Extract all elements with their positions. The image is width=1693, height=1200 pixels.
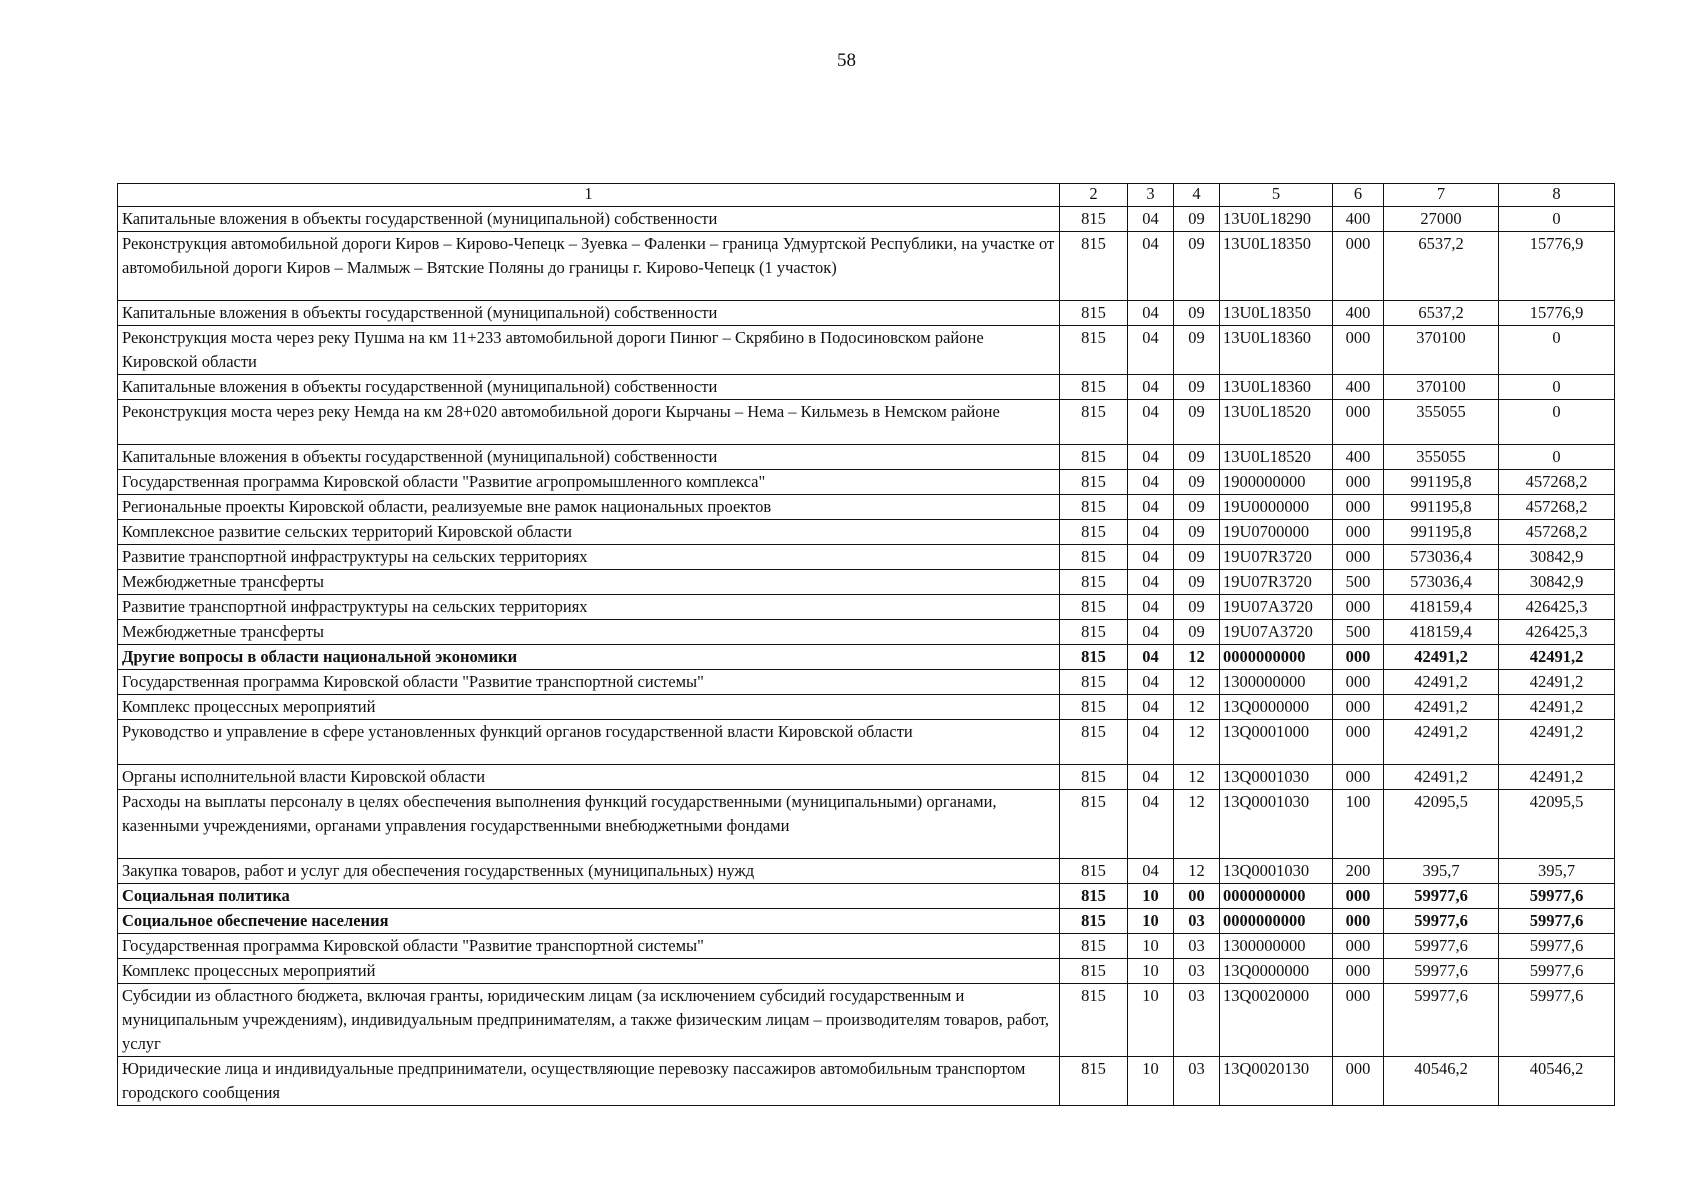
row-amount-year-1: 418159,4 — [1384, 620, 1499, 645]
row-expense-type: 000 — [1333, 595, 1384, 620]
row-section-code: 04 — [1128, 445, 1174, 470]
row-ministry-code: 815 — [1060, 934, 1128, 959]
row-name: Реконструкция моста через реку Пушма на км 11+233 автомобильной дороги Пинюг – Скрябино в Подосиновском районе Кировской области — [118, 326, 1060, 375]
row-amount-year-1: 370100 — [1384, 375, 1499, 400]
row-expense-type: 000 — [1333, 934, 1384, 959]
row-name: Капитальные вложения в объекты государственной (муниципальной) собственности — [118, 207, 1060, 232]
row-name: Руководство и управление в сфере установленных функций органов государственной власти Кировской области — [118, 720, 1060, 765]
row-amount-year-2: 42491,2 — [1499, 765, 1615, 790]
row-subsection-code: 09 — [1174, 445, 1220, 470]
row-subsection-code: 03 — [1174, 934, 1220, 959]
row-subsection-code: 09 — [1174, 595, 1220, 620]
row-name: Субсидии из областного бюджета, включая гранты, юридическим лицам (за исключением субсидий государственным и муниципальным учреждениям), индивидуальным предпринимателям, а также физическим лицам – производителям товаров, работ, услуг — [118, 984, 1060, 1057]
row-expense-type: 000 — [1333, 984, 1384, 1057]
table-row — [118, 959, 1615, 984]
table-row — [118, 1057, 1615, 1106]
row-name: Комплекс процессных мероприятий — [118, 959, 1060, 984]
row-subsection-code: 09 — [1174, 545, 1220, 570]
row-amount-year-1: 395,7 — [1384, 859, 1499, 884]
row-name: Межбюджетные трансферты — [118, 570, 1060, 595]
row-target-article: 1300000000 — [1220, 934, 1333, 959]
row-section-code: 04 — [1128, 400, 1174, 445]
row-ministry-code: 815 — [1060, 620, 1128, 645]
row-subsection-code: 03 — [1174, 909, 1220, 934]
row-section-code: 10 — [1128, 884, 1174, 909]
table-row — [118, 520, 1615, 545]
table-row — [118, 570, 1615, 595]
row-section-code: 04 — [1128, 470, 1174, 495]
row-ministry-code: 815 — [1060, 400, 1128, 445]
column-header-2: 2 — [1060, 184, 1128, 207]
row-subsection-code: 03 — [1174, 1057, 1220, 1106]
row-name: Государственная программа Кировской области "Развитие агропромышленного комплекса" — [118, 470, 1060, 495]
column-header-7: 7 — [1384, 184, 1499, 207]
row-target-article: 0000000000 — [1220, 645, 1333, 670]
row-ministry-code: 815 — [1060, 232, 1128, 301]
table-row — [118, 232, 1615, 301]
row-expense-type: 000 — [1333, 470, 1384, 495]
table-row — [118, 670, 1615, 695]
row-amount-year-2: 42095,5 — [1499, 790, 1615, 859]
row-subsection-code: 09 — [1174, 495, 1220, 520]
row-section-code: 10 — [1128, 1057, 1174, 1106]
row-name: Реконструкция моста через реку Немда на км 28+020 автомобильной дороги Кырчаны – Нема – Кильмезь в Немском районе — [118, 400, 1060, 445]
row-section-code: 04 — [1128, 645, 1174, 670]
row-ministry-code: 815 — [1060, 595, 1128, 620]
table-body — [118, 207, 1615, 1106]
row-section-code: 04 — [1128, 695, 1174, 720]
row-expense-type: 000 — [1333, 884, 1384, 909]
row-subsection-code: 09 — [1174, 620, 1220, 645]
row-target-article: 0000000000 — [1220, 884, 1333, 909]
row-expense-type: 000 — [1333, 765, 1384, 790]
row-subsection-code: 12 — [1174, 720, 1220, 765]
row-amount-year-1: 42491,2 — [1384, 670, 1499, 695]
budget-table — [117, 183, 1615, 1106]
row-amount-year-1: 370100 — [1384, 326, 1499, 375]
row-target-article: 19U07R3720 — [1220, 570, 1333, 595]
table-row — [118, 400, 1615, 445]
table-row — [118, 884, 1615, 909]
table-row — [118, 934, 1615, 959]
row-amount-year-1: 6537,2 — [1384, 301, 1499, 326]
row-amount-year-1: 59977,6 — [1384, 909, 1499, 934]
row-amount-year-2: 42491,2 — [1499, 720, 1615, 765]
row-target-article: 13Q0000000 — [1220, 695, 1333, 720]
row-subsection-code: 12 — [1174, 859, 1220, 884]
table-row — [118, 984, 1615, 1057]
row-name: Капитальные вложения в объекты государственной (муниципальной) собственности — [118, 301, 1060, 326]
row-subsection-code: 12 — [1174, 790, 1220, 859]
row-ministry-code: 815 — [1060, 670, 1128, 695]
row-ministry-code: 815 — [1060, 909, 1128, 934]
column-header-5: 5 — [1220, 184, 1333, 207]
row-expense-type: 000 — [1333, 720, 1384, 765]
row-target-article: 13U0L18520 — [1220, 445, 1333, 470]
row-name: Комплекс процессных мероприятий — [118, 695, 1060, 720]
row-expense-type: 200 — [1333, 859, 1384, 884]
row-name: Государственная программа Кировской области "Развитие транспортной системы" — [118, 934, 1060, 959]
row-amount-year-1: 27000 — [1384, 207, 1499, 232]
row-name: Государственная программа Кировской области "Развитие транспортной системы" — [118, 670, 1060, 695]
row-name: Капитальные вложения в объекты государственной (муниципальной) собственности — [118, 375, 1060, 400]
row-ministry-code: 815 — [1060, 301, 1128, 326]
row-amount-year-1: 59977,6 — [1384, 984, 1499, 1057]
row-name: Закупка товаров, работ и услуг для обеспечения государственных (муниципальных) нужд — [118, 859, 1060, 884]
row-ministry-code: 815 — [1060, 375, 1128, 400]
row-target-article: 19U07A3720 — [1220, 595, 1333, 620]
column-header-3: 3 — [1128, 184, 1174, 207]
table-row — [118, 207, 1615, 232]
row-amount-year-1: 42491,2 — [1384, 645, 1499, 670]
row-subsection-code: 00 — [1174, 884, 1220, 909]
row-amount-year-1: 59977,6 — [1384, 959, 1499, 984]
table-row — [118, 859, 1615, 884]
row-amount-year-2: 457268,2 — [1499, 495, 1615, 520]
row-amount-year-1: 573036,4 — [1384, 545, 1499, 570]
row-target-article: 13U0L18360 — [1220, 326, 1333, 375]
row-amount-year-1: 42491,2 — [1384, 720, 1499, 765]
row-expense-type: 500 — [1333, 620, 1384, 645]
row-name: Межбюджетные трансферты — [118, 620, 1060, 645]
row-target-article: 19U07A3720 — [1220, 620, 1333, 645]
row-section-code: 04 — [1128, 859, 1174, 884]
row-name: Развитие транспортной инфраструктуры на сельских территориях — [118, 595, 1060, 620]
row-ministry-code: 815 — [1060, 695, 1128, 720]
table-row — [118, 595, 1615, 620]
row-amount-year-2: 426425,3 — [1499, 620, 1615, 645]
row-section-code: 04 — [1128, 595, 1174, 620]
row-section-code: 04 — [1128, 545, 1174, 570]
row-subsection-code: 09 — [1174, 301, 1220, 326]
column-header-8: 8 — [1499, 184, 1615, 207]
header-row — [118, 184, 1615, 207]
row-target-article: 19U0700000 — [1220, 520, 1333, 545]
row-target-article: 1900000000 — [1220, 470, 1333, 495]
row-amount-year-2: 0 — [1499, 445, 1615, 470]
row-subsection-code: 09 — [1174, 375, 1220, 400]
row-expense-type: 000 — [1333, 400, 1384, 445]
row-subsection-code: 12 — [1174, 765, 1220, 790]
row-target-article: 13Q0001000 — [1220, 720, 1333, 765]
table-row — [118, 645, 1615, 670]
row-section-code: 04 — [1128, 232, 1174, 301]
row-expense-type: 000 — [1333, 326, 1384, 375]
row-section-code: 04 — [1128, 720, 1174, 765]
row-amount-year-2: 0 — [1499, 400, 1615, 445]
row-amount-year-2: 42491,2 — [1499, 695, 1615, 720]
row-subsection-code: 09 — [1174, 570, 1220, 595]
row-ministry-code: 815 — [1060, 645, 1128, 670]
row-subsection-code: 09 — [1174, 520, 1220, 545]
row-expense-type: 000 — [1333, 232, 1384, 301]
row-subsection-code: 12 — [1174, 695, 1220, 720]
row-expense-type: 000 — [1333, 495, 1384, 520]
row-amount-year-1: 59977,6 — [1384, 884, 1499, 909]
row-name: Расходы на выплаты персоналу в целях обеспечения выполнения функций государственными (муниципальными) органами, казенными учреждениями, органами управления государственными внебюджетными фондами — [118, 790, 1060, 859]
row-expense-type: 000 — [1333, 520, 1384, 545]
row-expense-type: 400 — [1333, 445, 1384, 470]
row-section-code: 10 — [1128, 934, 1174, 959]
row-section-code: 10 — [1128, 959, 1174, 984]
row-ministry-code: 815 — [1060, 790, 1128, 859]
row-subsection-code: 09 — [1174, 400, 1220, 445]
table-row — [118, 765, 1615, 790]
row-amount-year-1: 991195,8 — [1384, 495, 1499, 520]
row-target-article: 13Q0001030 — [1220, 765, 1333, 790]
row-subsection-code: 12 — [1174, 645, 1220, 670]
row-name: Капитальные вложения в объекты государственной (муниципальной) собственности — [118, 445, 1060, 470]
row-amount-year-1: 6537,2 — [1384, 232, 1499, 301]
row-target-article: 19U0000000 — [1220, 495, 1333, 520]
table-row — [118, 909, 1615, 934]
row-subsection-code: 09 — [1174, 232, 1220, 301]
row-section-code: 10 — [1128, 909, 1174, 934]
row-amount-year-1: 355055 — [1384, 400, 1499, 445]
row-target-article: 13Q0000000 — [1220, 959, 1333, 984]
row-amount-year-2: 59977,6 — [1499, 884, 1615, 909]
row-amount-year-2: 42491,2 — [1499, 670, 1615, 695]
row-expense-type: 000 — [1333, 1057, 1384, 1106]
row-expense-type: 400 — [1333, 301, 1384, 326]
row-amount-year-2: 15776,9 — [1499, 301, 1615, 326]
row-amount-year-2: 59977,6 — [1499, 959, 1615, 984]
row-amount-year-2: 395,7 — [1499, 859, 1615, 884]
row-section-code: 04 — [1128, 375, 1174, 400]
row-amount-year-2: 59977,6 — [1499, 934, 1615, 959]
row-amount-year-1: 59977,6 — [1384, 934, 1499, 959]
row-target-article: 13U0L18360 — [1220, 375, 1333, 400]
row-ministry-code: 815 — [1060, 495, 1128, 520]
row-expense-type: 000 — [1333, 645, 1384, 670]
row-section-code: 04 — [1128, 790, 1174, 859]
row-ministry-code: 815 — [1060, 207, 1128, 232]
row-section-code: 04 — [1128, 495, 1174, 520]
row-target-article: 13U0L18350 — [1220, 301, 1333, 326]
row-subsection-code: 03 — [1174, 959, 1220, 984]
row-target-article: 13Q0001030 — [1220, 859, 1333, 884]
row-ministry-code: 815 — [1060, 545, 1128, 570]
row-name: Реконструкция автомобильной дороги Киров – Кирово-Чепецк – Зуевка – Фаленки – граница Удмуртской Республики, на участке от автомобильной дороги Киров – Малмыж – Вятские Поляны до границы г. Кирово-Чепецк (1 участок) — [118, 232, 1060, 301]
row-expense-type: 500 — [1333, 570, 1384, 595]
row-target-article: 1300000000 — [1220, 670, 1333, 695]
row-amount-year-2: 42491,2 — [1499, 645, 1615, 670]
row-target-article: 13U0L18520 — [1220, 400, 1333, 445]
row-ministry-code: 815 — [1060, 326, 1128, 375]
row-amount-year-2: 0 — [1499, 326, 1615, 375]
row-amount-year-1: 418159,4 — [1384, 595, 1499, 620]
row-expense-type: 000 — [1333, 545, 1384, 570]
row-section-code: 04 — [1128, 207, 1174, 232]
row-expense-type: 400 — [1333, 207, 1384, 232]
row-expense-type: 000 — [1333, 670, 1384, 695]
row-target-article: 13U0L18350 — [1220, 232, 1333, 301]
row-amount-year-2: 0 — [1499, 375, 1615, 400]
row-amount-year-2: 30842,9 — [1499, 570, 1615, 595]
row-section-code: 04 — [1128, 326, 1174, 375]
row-ministry-code: 815 — [1060, 959, 1128, 984]
row-subsection-code: 09 — [1174, 207, 1220, 232]
row-amount-year-1: 42491,2 — [1384, 695, 1499, 720]
row-section-code: 04 — [1128, 620, 1174, 645]
row-ministry-code: 815 — [1060, 570, 1128, 595]
row-target-article: 13U0L18290 — [1220, 207, 1333, 232]
row-ministry-code: 815 — [1060, 765, 1128, 790]
row-amount-year-1: 40546,2 — [1384, 1057, 1499, 1106]
row-expense-type: 000 — [1333, 909, 1384, 934]
table-row — [118, 301, 1615, 326]
table-row — [118, 790, 1615, 859]
row-ministry-code: 815 — [1060, 859, 1128, 884]
row-name: Социальная политика — [118, 884, 1060, 909]
row-ministry-code: 815 — [1060, 1057, 1128, 1106]
row-name: Развитие транспортной инфраструктуры на сельских территориях — [118, 545, 1060, 570]
row-amount-year-2: 59977,6 — [1499, 909, 1615, 934]
row-amount-year-2: 15776,9 — [1499, 232, 1615, 301]
row-ministry-code: 815 — [1060, 984, 1128, 1057]
row-section-code: 04 — [1128, 520, 1174, 545]
row-section-code: 04 — [1128, 301, 1174, 326]
row-amount-year-2: 457268,2 — [1499, 470, 1615, 495]
row-name: Другие вопросы в области национальной экономики — [118, 645, 1060, 670]
row-amount-year-2: 40546,2 — [1499, 1057, 1615, 1106]
table-row — [118, 375, 1615, 400]
row-amount-year-1: 991195,8 — [1384, 470, 1499, 495]
row-amount-year-1: 991195,8 — [1384, 520, 1499, 545]
row-expense-type: 400 — [1333, 375, 1384, 400]
page-number: 58 — [837, 50, 856, 71]
table-row — [118, 495, 1615, 520]
row-subsection-code: 09 — [1174, 470, 1220, 495]
row-subsection-code: 12 — [1174, 670, 1220, 695]
row-name: Юридические лица и индивидуальные предприниматели, осуществляющие перевозку пассажиров автомобильным транспортом городского сообщения — [118, 1057, 1060, 1106]
row-name: Социальное обеспечение населения — [118, 909, 1060, 934]
column-header-6: 6 — [1333, 184, 1384, 207]
row-amount-year-2: 0 — [1499, 207, 1615, 232]
row-ministry-code: 815 — [1060, 884, 1128, 909]
row-expense-type: 100 — [1333, 790, 1384, 859]
row-amount-year-1: 42095,5 — [1384, 790, 1499, 859]
column-header-1: 1 — [118, 184, 1060, 207]
row-amount-year-2: 426425,3 — [1499, 595, 1615, 620]
row-amount-year-2: 59977,6 — [1499, 984, 1615, 1057]
row-ministry-code: 815 — [1060, 445, 1128, 470]
column-header-4: 4 — [1174, 184, 1220, 207]
row-ministry-code: 815 — [1060, 470, 1128, 495]
table-row — [118, 470, 1615, 495]
row-ministry-code: 815 — [1060, 520, 1128, 545]
row-subsection-code: 03 — [1174, 984, 1220, 1057]
table-row — [118, 620, 1615, 645]
row-section-code: 04 — [1128, 765, 1174, 790]
row-amount-year-1: 42491,2 — [1384, 765, 1499, 790]
row-amount-year-2: 457268,2 — [1499, 520, 1615, 545]
row-target-article: 13Q0020000 — [1220, 984, 1333, 1057]
row-target-article: 13Q0001030 — [1220, 790, 1333, 859]
row-subsection-code: 09 — [1174, 326, 1220, 375]
table-row — [118, 326, 1615, 375]
row-name: Комплексное развитие сельских территорий Кировской области — [118, 520, 1060, 545]
row-expense-type: 000 — [1333, 695, 1384, 720]
row-target-article: 13Q0020130 — [1220, 1057, 1333, 1106]
row-section-code: 10 — [1128, 984, 1174, 1057]
table-row — [118, 695, 1615, 720]
row-expense-type: 000 — [1333, 959, 1384, 984]
table-row — [118, 545, 1615, 570]
row-name: Органы исполнительной власти Кировской области — [118, 765, 1060, 790]
table-row — [118, 720, 1615, 765]
table-row — [118, 445, 1615, 470]
row-amount-year-1: 355055 — [1384, 445, 1499, 470]
row-amount-year-1: 573036,4 — [1384, 570, 1499, 595]
row-amount-year-2: 30842,9 — [1499, 545, 1615, 570]
row-ministry-code: 815 — [1060, 720, 1128, 765]
row-section-code: 04 — [1128, 670, 1174, 695]
row-target-article: 0000000000 — [1220, 909, 1333, 934]
row-section-code: 04 — [1128, 570, 1174, 595]
row-target-article: 19U07R3720 — [1220, 545, 1333, 570]
row-name: Региональные проекты Кировской области, реализуемые вне рамок национальных проектов — [118, 495, 1060, 520]
